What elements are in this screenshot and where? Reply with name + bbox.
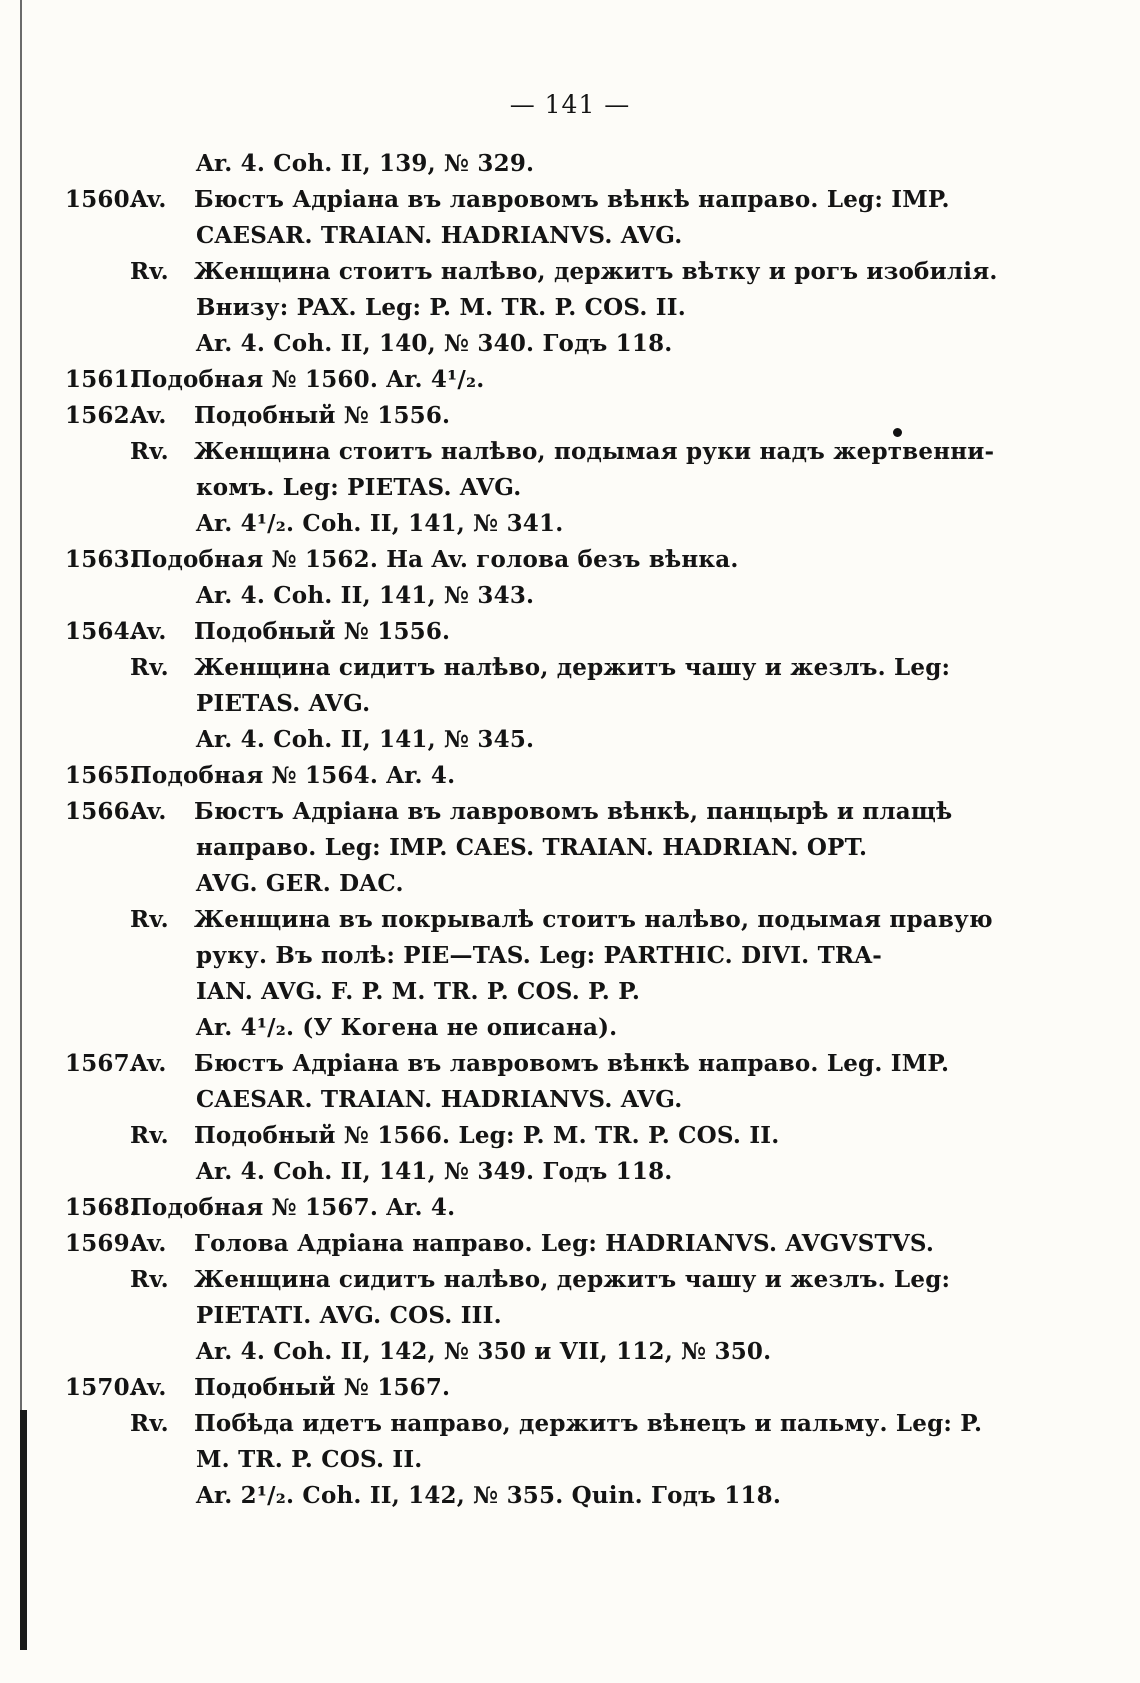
catalog-line bbox=[0, 326, 1140, 362]
catalog-line bbox=[0, 1190, 1140, 1226]
line-text: Ar. 4. Coh. II, 139, № 329. bbox=[196, 150, 535, 177]
line-text: Ar. 4. Coh. II, 141, № 349. Годъ 118. bbox=[196, 1158, 673, 1185]
catalog-line bbox=[0, 182, 1140, 218]
side-marker: Av. bbox=[130, 402, 167, 429]
catalog-line bbox=[0, 290, 1140, 326]
line-text: Подобная № 1560. Ar. 4¹/₂. bbox=[130, 366, 485, 393]
line-text: IAN. AVG. F. P. M. TR. P. COS. P. P. bbox=[196, 978, 641, 1005]
catalog-line bbox=[0, 758, 1140, 794]
side-marker: Av. bbox=[130, 1230, 167, 1257]
entry-number: 1567. bbox=[65, 1050, 139, 1077]
line-text: Бюстъ Адріана въ лавровомъ вѣнкѣ направо. Leg. IMP. bbox=[194, 1050, 950, 1077]
line-text: AVG. GER. DAC. bbox=[196, 870, 404, 897]
line-text: Подобный № 1556. bbox=[194, 618, 451, 645]
catalog-line bbox=[0, 1262, 1140, 1298]
page-number: — 141 — bbox=[509, 90, 631, 119]
entry-number: 1568. bbox=[65, 1194, 139, 1221]
catalog-line bbox=[0, 614, 1140, 650]
side-marker: Rv. bbox=[130, 438, 169, 465]
catalog-line bbox=[0, 722, 1140, 758]
catalog-line bbox=[0, 1226, 1140, 1262]
catalog-line bbox=[0, 1406, 1140, 1442]
catalog-line bbox=[0, 1154, 1140, 1190]
catalog-line bbox=[0, 1010, 1140, 1046]
line-text: CAESAR. TRAIAN. HADRIANVS. AVG. bbox=[196, 1086, 683, 1113]
line-text: CAESAR. TRAIAN. HADRIANVS. AVG. bbox=[196, 222, 683, 249]
line-text: Женщина сидитъ налѣво, держитъ чашу и жезлъ. Leg: bbox=[194, 654, 951, 681]
line-text: Бюстъ Адріана въ лавровомъ вѣнкѣ направо. Leg: IMP. bbox=[194, 186, 950, 213]
side-marker: Rv. bbox=[130, 258, 169, 285]
line-text: Подобная № 1564. Ar. 4. bbox=[130, 762, 456, 789]
entry-number: 1561. bbox=[65, 366, 139, 393]
line-text: Женщина сидитъ налѣво, держитъ чашу и жезлъ. Leg: bbox=[194, 1266, 951, 1293]
catalog-line bbox=[0, 218, 1140, 254]
catalog-line bbox=[0, 542, 1140, 578]
catalog-line bbox=[0, 1046, 1140, 1082]
line-text: направо. Leg: IMP. CAES. TRAIAN. HADRIAN. OPT. bbox=[196, 834, 868, 861]
catalog-line bbox=[0, 938, 1140, 974]
entry-number: 1565. bbox=[65, 762, 139, 789]
side-marker: Rv. bbox=[130, 906, 169, 933]
line-text: Ar. 2¹/₂. Coh. II, 142, № 355. Quin. Годъ 118. bbox=[196, 1482, 782, 1509]
catalog-line bbox=[0, 1334, 1140, 1370]
line-text: Женщина стоитъ налѣво, держитъ вѣтку и рогъ изобилія. bbox=[194, 258, 998, 285]
catalog-line bbox=[0, 1082, 1140, 1118]
catalog-line bbox=[0, 686, 1140, 722]
side-marker: Rv. bbox=[130, 1122, 169, 1149]
catalog-line bbox=[0, 470, 1140, 506]
line-text: руку. Въ полѣ: PIE—TAS. Leg: PARTHIC. DIVI. TRA- bbox=[196, 942, 883, 969]
catalog-line bbox=[0, 650, 1140, 686]
catalog-line bbox=[0, 578, 1140, 614]
catalog-line bbox=[0, 1478, 1140, 1514]
entry-number: 1562. bbox=[65, 402, 139, 429]
line-text: Ar. 4. Coh. II, 141, № 343. bbox=[196, 582, 535, 609]
side-marker: Av. bbox=[130, 1050, 167, 1077]
side-marker: Rv. bbox=[130, 1266, 169, 1293]
line-text: Женщина стоитъ налѣво, подымая руки надъ жертвенни- bbox=[194, 438, 995, 465]
catalog-line bbox=[0, 1442, 1140, 1478]
side-marker: Av. bbox=[130, 186, 167, 213]
side-marker: Rv. bbox=[130, 654, 169, 681]
line-text: PIETAS. AVG. bbox=[196, 690, 371, 717]
line-text: Ar. 4. Coh. II, 142, № 350 и VII, 112, № 350. bbox=[196, 1338, 772, 1365]
line-text: Голова Адріана направо. Leg: HADRIANVS. AVGVSTVS. bbox=[194, 1230, 935, 1257]
line-text: Подобная № 1562. На Av. голова безъ вѣнка. bbox=[130, 546, 739, 573]
line-text: Бюстъ Адріана въ лавровомъ вѣнкѣ, панцырѣ и плащѣ bbox=[194, 798, 953, 825]
line-text: Подобный № 1566. Leg: P. M. TR. P. COS. II. bbox=[194, 1122, 780, 1149]
line-text: Ar. 4. Coh. II, 141, № 345. bbox=[196, 726, 535, 753]
catalog-line bbox=[0, 830, 1140, 866]
entry-number: 1563. bbox=[65, 546, 139, 573]
catalog-line bbox=[0, 902, 1140, 938]
catalog-line bbox=[0, 434, 1140, 470]
catalog-line bbox=[0, 362, 1140, 398]
line-text: Побѣда идетъ направо, держитъ вѣнецъ и пальму. Leg: P. bbox=[194, 1410, 983, 1437]
line-text: Подобный № 1567. bbox=[194, 1374, 451, 1401]
catalog-line bbox=[0, 506, 1140, 542]
catalog-line bbox=[0, 146, 1140, 182]
line-text: Ar. 4¹/₂. (У Когена не описана). bbox=[196, 1014, 618, 1041]
catalog-line bbox=[0, 974, 1140, 1010]
entry-number: 1564. bbox=[65, 618, 139, 645]
catalog-line bbox=[0, 1298, 1140, 1334]
entry-number: 1569. bbox=[65, 1230, 139, 1257]
catalog-line bbox=[0, 866, 1140, 902]
entry-number: 1566. bbox=[65, 798, 139, 825]
catalog-line bbox=[0, 1370, 1140, 1406]
side-marker: Av. bbox=[130, 1374, 167, 1401]
line-text: Женщина въ покрывалѣ стоитъ налѣво, подымая правую bbox=[194, 906, 993, 933]
line-text: Внизу: PAX. Leg: P. M. TR. P. COS. II. bbox=[196, 294, 686, 321]
entry-number: 1560. bbox=[65, 186, 139, 213]
line-text: Ar. 4¹/₂. Coh. II, 141, № 341. bbox=[196, 510, 564, 537]
catalog-line bbox=[0, 1118, 1140, 1154]
line-text: Подобная № 1567. Ar. 4. bbox=[130, 1194, 456, 1221]
line-text: комъ. Leg: PIETAS. AVG. bbox=[196, 474, 522, 501]
side-marker: Av. bbox=[130, 798, 167, 825]
entry-number: 1570. bbox=[65, 1374, 139, 1401]
line-text: Ar. 4. Coh. II, 140, № 340. Годъ 118. bbox=[196, 330, 673, 357]
catalog-line bbox=[0, 794, 1140, 830]
line-text: Подобный № 1556. bbox=[194, 402, 451, 429]
side-marker: Av. bbox=[130, 618, 167, 645]
catalog-line bbox=[0, 398, 1140, 434]
catalog-line bbox=[0, 254, 1140, 290]
catalog-page-body bbox=[0, 146, 1140, 1514]
line-text: M. TR. P. COS. II. bbox=[196, 1446, 423, 1473]
line-text: PIETATI. AVG. COS. III. bbox=[196, 1302, 502, 1329]
side-marker: Rv. bbox=[130, 1410, 169, 1437]
